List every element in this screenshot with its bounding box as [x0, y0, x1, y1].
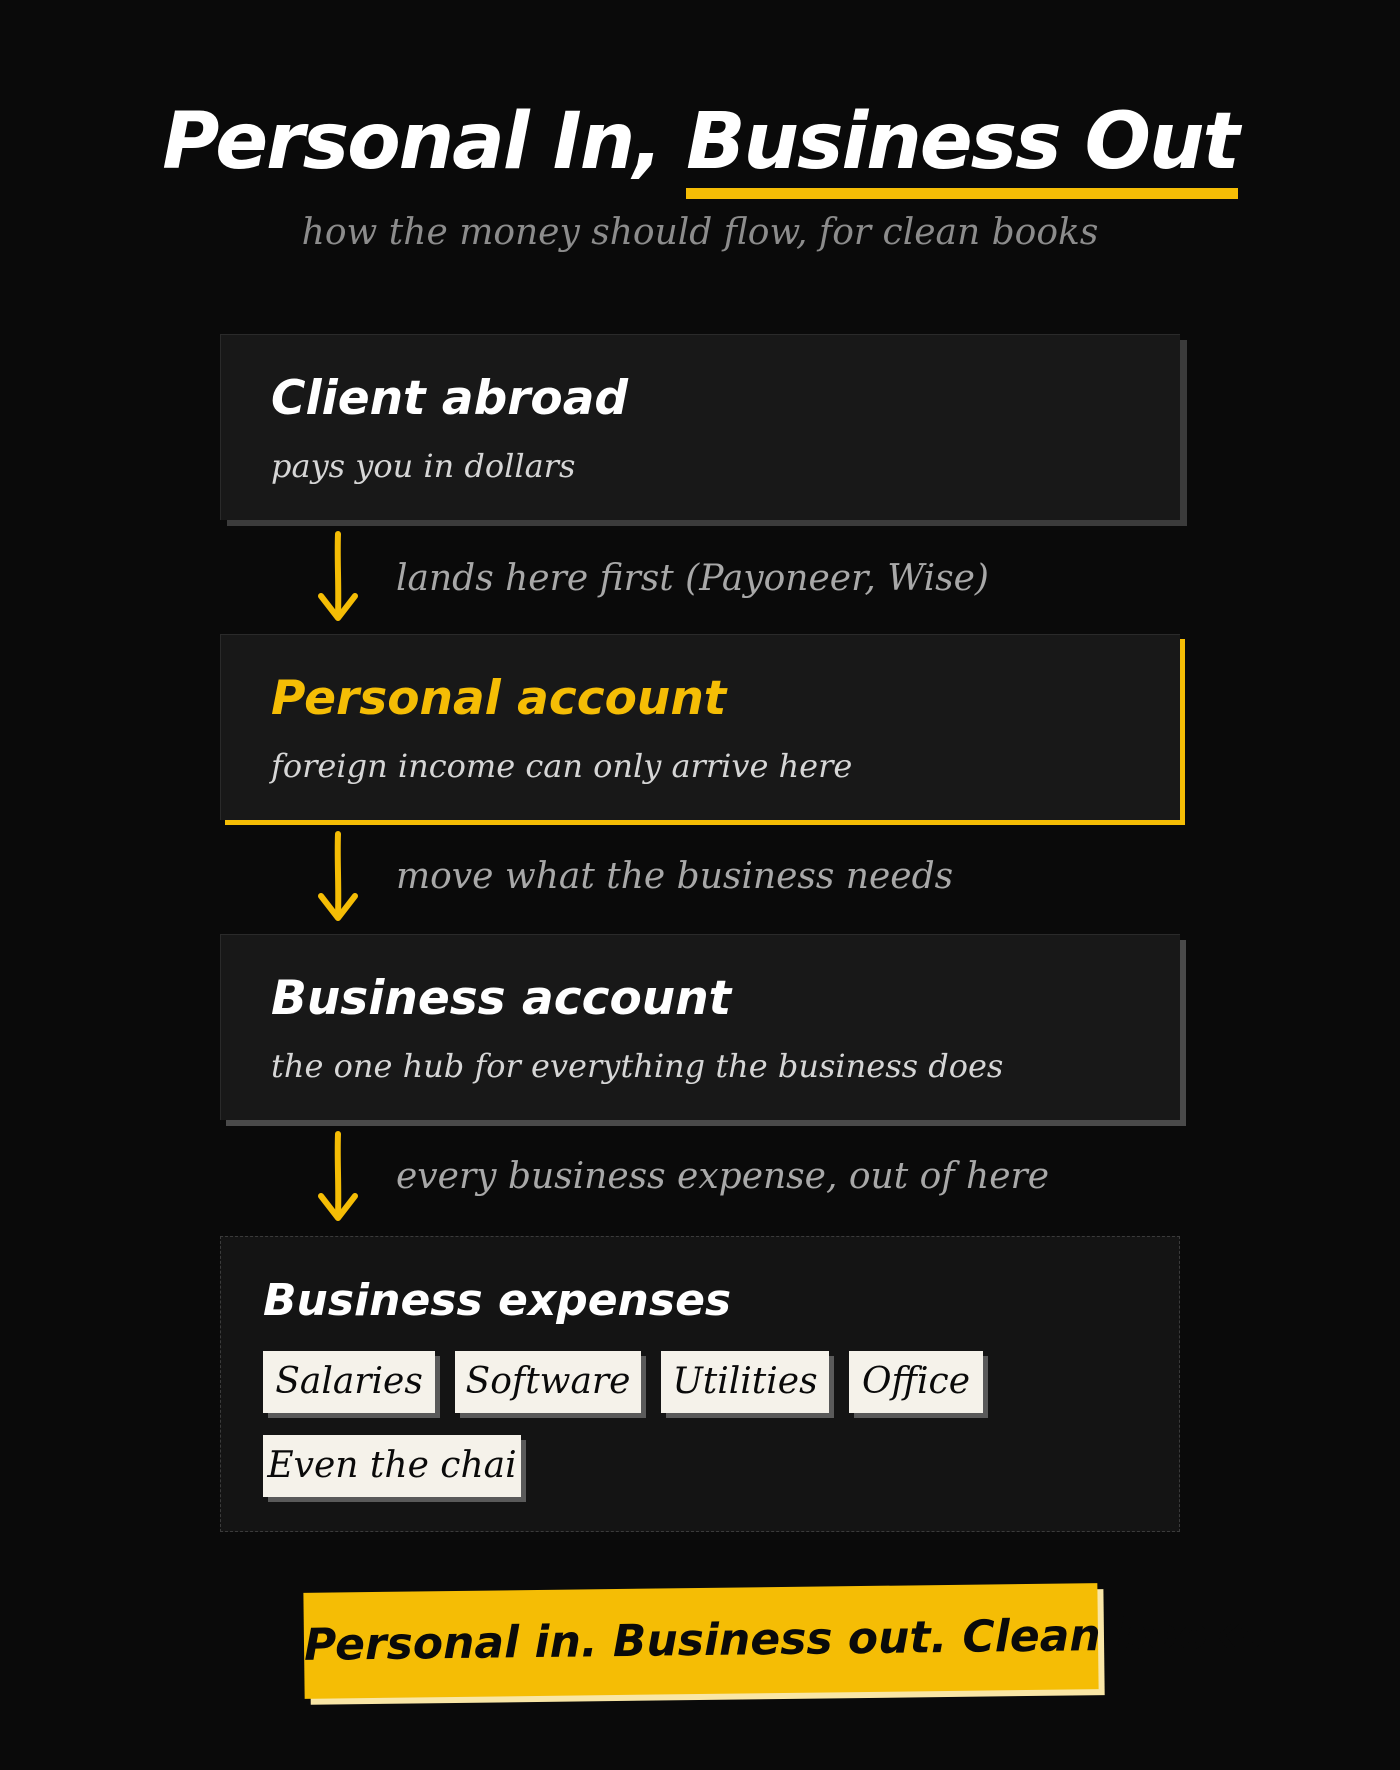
title-part-personal-in: Personal In,	[162, 97, 661, 187]
connector-3	[0, 1130, 1400, 1240]
connector-1-label: lands here first (Payoneer, Wise)	[396, 558, 989, 599]
expense-tag-salaries: Salaries	[263, 1351, 435, 1413]
business-account-title: Business account	[271, 971, 732, 1026]
expense-tag-office: Office	[849, 1351, 983, 1413]
expense-tag-software: Software	[455, 1351, 641, 1413]
client-abroad-title: Client abroad	[271, 371, 629, 426]
connector-3-label: every business expense, out of here	[396, 1156, 1050, 1197]
business-account-box	[220, 934, 1180, 1120]
page-subtitle: how the money should flow, for clean books	[301, 212, 1099, 253]
arrow-down-icon	[313, 1130, 363, 1226]
expense-tag-even-the-chai: Even the chai	[263, 1435, 521, 1497]
client-abroad-subtitle: pays you in dollars	[271, 447, 576, 485]
page-title	[0, 92, 1400, 199]
footer-banner: Personal in. Business out. Clean books.	[303, 1583, 1098, 1699]
business-expenses-box	[220, 1236, 1180, 1532]
expense-tag-utilities: Utilities	[661, 1351, 829, 1413]
connector-1	[0, 530, 1400, 640]
business-expenses-title: Business expenses	[263, 1275, 732, 1326]
connector-2-label: move what the business needs	[396, 856, 954, 897]
arrow-down-icon	[313, 530, 363, 626]
connector-2	[0, 830, 1400, 940]
title-part-business-out: Business Out	[686, 96, 1238, 199]
arrow-down-icon	[313, 830, 363, 926]
client-abroad-box	[220, 334, 1180, 520]
personal-account-box	[220, 634, 1180, 820]
personal-account-title: Personal account	[271, 671, 727, 726]
business-account-subtitle: the one hub for everything the business does	[271, 1047, 1004, 1085]
personal-account-subtitle: foreign income can only arrive here	[271, 747, 853, 785]
